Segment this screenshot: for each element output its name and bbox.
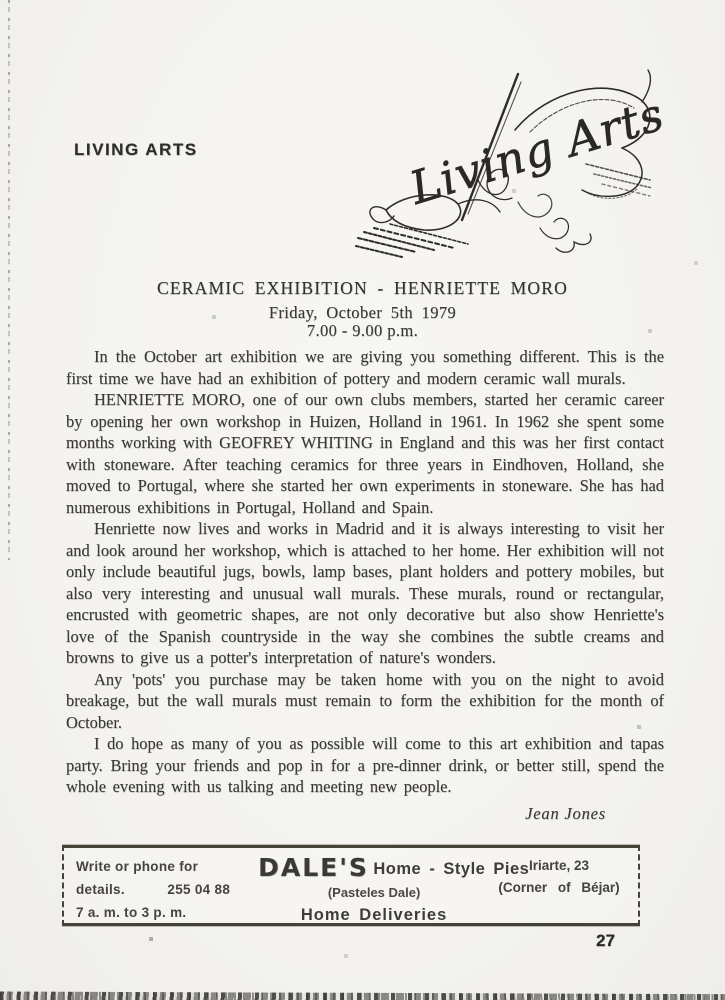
article-paragraph-4: Any 'pots' you purchase may be taken home with you on the night to avoid breakage, but the wall murals must remain to form the exhibition for the month of October.	[66, 669, 664, 732]
advert-brand-column	[258, 853, 530, 924]
advert-contact-line2	[76, 878, 258, 901]
article-paragraph-3: Henriette now lives and works in Madrid and it is always interesting to visit her and look around her workshop, which is attached to her home. Her exhibition will not only include beautiful jugs, bowls, lamp bases, plant holders and pottery mobiles, but also very interesting and unusual wall murals. These murals, round or rectangular, encrusted with geometric shapes, are not only decorative but also show Henriette's love of the Spanish countryside in the way she combines the subtle creams and browns to give us a potter's interpretation of nature's wonders.	[66, 519, 664, 667]
advert-service: Home Deliveries	[300, 906, 448, 924]
advert-address-column	[490, 855, 628, 917]
advert-contact-line1: Write or phone for	[76, 859, 199, 874]
article-date-line: Friday, October 5th 1979	[268, 303, 457, 322]
section-header: LIVING ARTS	[74, 140, 198, 159]
article-paragraph-1: In the October art exhibition we are giving you something different. This is the first time we have had an exhibition of pottery and modern ceramic wall murals.	[66, 347, 664, 388]
scan-artifact-bottom-edge	[0, 987, 725, 1000]
advert-box	[62, 845, 640, 926]
advert-hours: 7 a. m. to 3 p. m.	[76, 905, 187, 920]
living-arts-sketch-illustration	[350, 52, 665, 267]
article-paragraph-5: I do hope as many of you as possible will come to this art exhibition and tapas party. Bring your friends and pop in for a pre-dinner drink, or better still, spend the whole evening with us talking and meeting new people.	[66, 734, 664, 796]
advert-address-line2: (Corner of Béjar)	[498, 880, 620, 895]
advert-address-line1: Iriarte, 23	[528, 858, 589, 873]
advert-contact-column	[76, 855, 258, 920]
advert-subtitle: (Pasteles Dale)	[327, 885, 421, 900]
paper-specks	[0, 0, 2, 2]
article-body	[66, 346, 664, 824]
article-time-line: 7.00 - 9.00 p.m.	[306, 321, 419, 340]
advert-contact-details-label: details.	[76, 882, 125, 897]
advert-phone-number: 255 04 88	[167, 882, 231, 897]
article-signature: Jean Jones	[525, 803, 606, 823]
advert-product: Home - Style Pies	[373, 860, 530, 878]
article-title: CERAMIC EXHIBITION - HENRIETTE MORO	[157, 278, 568, 298]
living-arts-sketch-svg	[350, 52, 665, 267]
page-number: 27	[596, 931, 615, 950]
illustration-script-text: Living Arts	[403, 87, 665, 215]
article-paragraph-2: HENRIETTE MORO, one of our own clubs members, started her ceramic career by opening her own workshop in Huizen, Holland in 1961. In 1962 she spent some months working with GEOFREY WHITING in England and this was her first contact with stoneware. After teaching ceramics for three years in Eindhoven, Holland, she moved to Portugal, where she started her own experiments in stoneware. She has had numerous exhibitions in Portugal, Holland and Spain.	[66, 390, 664, 517]
advert-brand-line	[258, 853, 530, 883]
advert-brand-name: DALE'S	[258, 853, 369, 882]
